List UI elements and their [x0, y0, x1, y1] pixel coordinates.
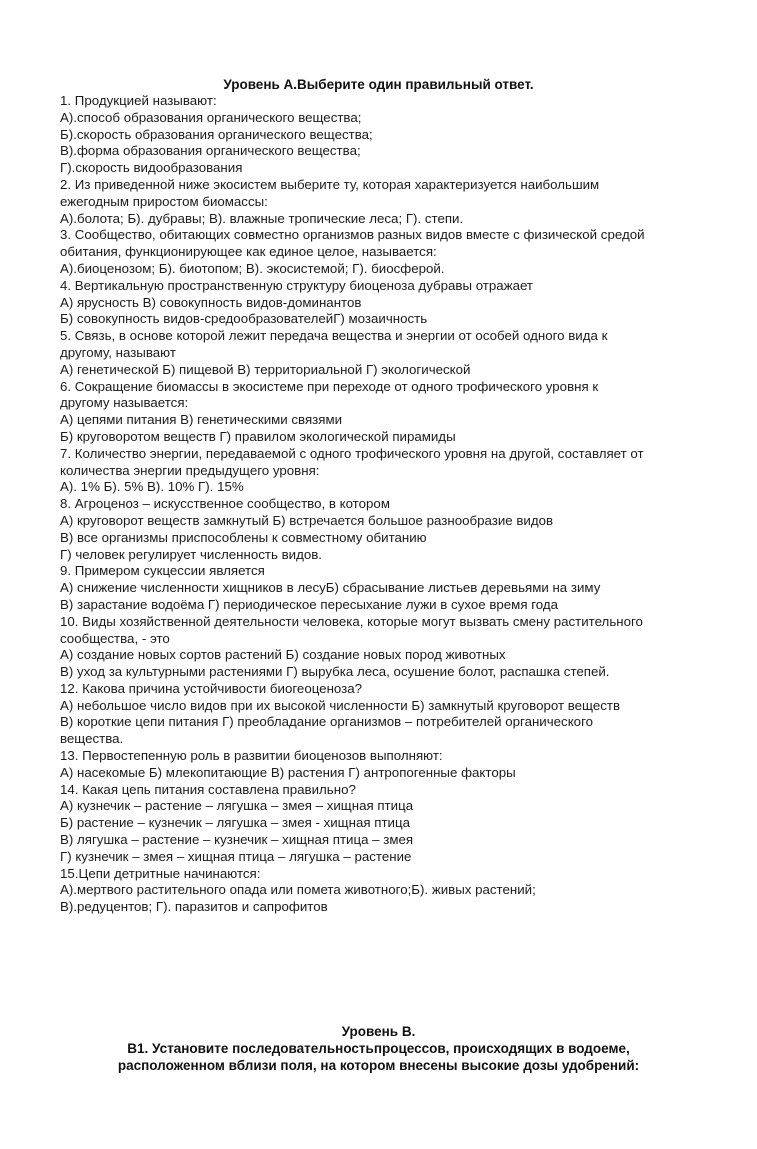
text-line: Б) совокупность видов-средообразователейГ) мозаичность — [60, 311, 428, 327]
text-line: Г).скорость видообразования — [60, 160, 243, 176]
text-line: 13. Первостепенную роль в развитии биоценозов выполняют: — [60, 748, 443, 764]
text-line: другому, называют — [60, 344, 176, 360]
text-line: обитания, функционирующее как единое целое, называется: — [60, 244, 437, 260]
text-line: А) снижение численности хищников в лесуБ) сбрасывание листьев деревьями на зиму — [60, 580, 601, 596]
text-line: 9. Примером сукцессии является — [60, 563, 265, 579]
text-line: А) цепями питания В) генетическими связями — [60, 412, 343, 428]
text-line: А).способ образования органического вещества; — [60, 109, 362, 125]
text-line: А). 1% Б). 5% В). 10% Г). 15% — [60, 479, 244, 495]
level-b-heading: Уровень В. — [341, 1024, 416, 1039]
level-b-task-line-1: В1. Установите последовательностьпроцессов, происходящих в водоеме, — [127, 1041, 630, 1056]
text-line: Б).скорость образования органического вещества; — [60, 126, 373, 142]
text-line: А) кузнечик – растение – лягушка – змея – хищная птица — [60, 798, 414, 814]
text-line: Б) растение – кузнечик – лягушка – змея - хищная птица — [60, 815, 410, 831]
text-line: В) все организмы приспособлены к совместному обитанию — [60, 529, 427, 545]
text-line: А) насекомые Б) млекопитающие В) растения Г) антропогенные факторы — [60, 764, 516, 780]
text-line: В) уход за культурными растениями Г) вырубка леса, осушение болот, распашка степей. — [60, 664, 610, 680]
text-line: В) зарастание водоёма Г) периодическое пересыхание лужи в сухое время года — [60, 596, 559, 612]
text-line: 2. Из приведенной ниже экосистем выберите ту, которая характеризуется наибольшим — [60, 176, 600, 192]
text-line: В).форма образования органического вещества; — [60, 143, 361, 159]
level-b-task-line-2: расположенном вблизи поля, на котором внесены высокие дозы удобрений: — [117, 1058, 640, 1073]
text-line: 7. Количество энергии, передаваемой с одного трофического уровня на другой, составляет от — [60, 445, 644, 461]
text-line: 1. Продукцией называют: — [60, 93, 217, 108]
text-line: 14. Какая цепь питания составлена правильно? — [60, 781, 356, 797]
text-line: 4. Вертикальную пространственную структуру биоценоза дубравы отражает — [60, 277, 534, 293]
text-line: другому называется: — [60, 395, 189, 411]
level-a-questions — [60, 93, 720, 916]
text-line: А) ярусность В) совокупность видов-доминантов — [60, 294, 362, 310]
text-line: А) круговорот веществ замкнутый Б) встречается большое разнообразие видов — [60, 512, 554, 528]
text-line: вещества. — [60, 731, 124, 747]
level-a-heading: Уровень А.Выберите один правильный ответ. — [223, 77, 534, 92]
text-line: А) небольшое число видов при их высокой численности Б) замкнутый круговорот веществ — [60, 697, 621, 713]
text-line: 12. Какова причина устойчивости биогеоценоза? — [60, 680, 363, 696]
text-line: В) короткие цепи питания Г) преобладание организмов – потребителей органического — [60, 714, 594, 730]
text-line: А) генетической Б) пищевой В) территориальной Г) экологической — [60, 361, 471, 377]
text-line: Г) человек регулирует численность видов. — [60, 546, 322, 562]
text-line: ежегодным приростом биомассы: — [60, 193, 268, 209]
text-line: А) создание новых сортов растений Б) создание новых пород животных — [60, 647, 506, 663]
text-line: 10. Виды хозяйственной деятельности человека, которые могут вызвать смену растительного — [60, 613, 643, 629]
text-line: В) лягушка – растение – кузнечик – хищная птица – змея — [60, 832, 414, 848]
text-line: А).мертвого растительного опада или помета животного;Б). живых растений; — [60, 882, 536, 898]
text-line: Б) круговоротом веществ Г) правилом экологической пирамиды — [60, 428, 456, 444]
text-line: 6. Сокращение биомассы в экосистеме при переходе от одного трофического уровня к — [60, 378, 599, 394]
text-line: А).болота; Б). дубравы; В). влажные тропические леса; Г). степи. — [60, 210, 464, 226]
text-line: В).редуцентов; Г). паразитов и сапрофитов — [60, 899, 328, 915]
level-b-section — [0, 1023, 757, 1074]
text-line: 15.Цепи детритные начинаются: — [60, 865, 261, 881]
text-line: 5. Связь, в основе которой лежит передача вещества и энергии от особей одного вида к — [60, 328, 608, 344]
text-line: 3. Сообщество, обитающих совместно организмов разных видов вместе с физической средой — [60, 227, 645, 243]
text-line: сообщества, - это — [60, 630, 170, 646]
text-line: Г) кузнечик – змея – хищная птица – лягушка – растение — [60, 848, 412, 864]
text-line: количества энергии предыдущего уровня: — [60, 462, 320, 478]
text-line: 8. Агроценоз – искусственное сообщество, в котором — [60, 496, 390, 512]
text-line: А).биоценозом; Б). биотопом; В). экосистемой; Г). биосферой. — [60, 260, 445, 276]
